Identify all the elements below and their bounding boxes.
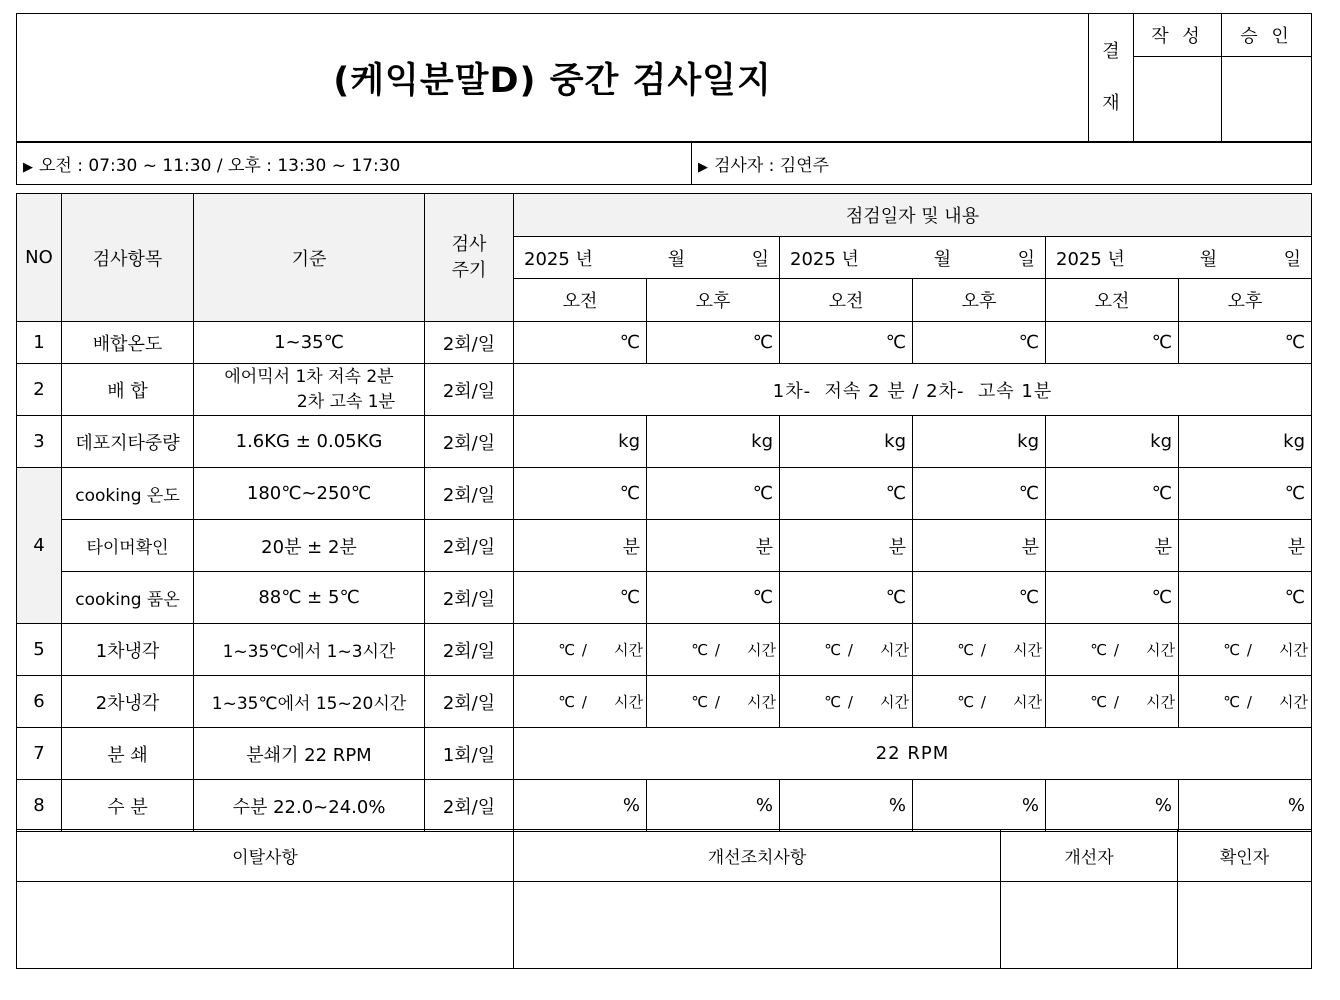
row-item: 1차냉각 bbox=[62, 624, 194, 676]
row-standard-line1: 에어믹서 1차 저속 2분 bbox=[224, 366, 394, 387]
entry-cell[interactable]: kg bbox=[780, 416, 913, 468]
row-item: 타이머확인 bbox=[62, 520, 194, 572]
row-standard: 1~35℃에서 15~20시간 bbox=[194, 676, 425, 728]
entry-cell[interactable]: kg bbox=[1179, 416, 1312, 468]
entry-cell[interactable]: ℃ / 시간 bbox=[913, 624, 1046, 676]
entry-cell[interactable]: ℃ / 시간 bbox=[1046, 676, 1179, 728]
row-standard: 분쇄기 22 RPM bbox=[194, 728, 425, 780]
entry-cell[interactable]: ℃ / 시간 bbox=[913, 676, 1046, 728]
deviation-field[interactable] bbox=[17, 882, 514, 969]
grinder-content[interactable]: 22 RPM bbox=[514, 728, 1312, 780]
row-cycle: 2회/일 bbox=[425, 520, 514, 572]
header-table bbox=[16, 13, 1312, 143]
corrective-field[interactable] bbox=[514, 882, 1001, 969]
day-label: 일 bbox=[751, 248, 769, 270]
confirmer-field[interactable] bbox=[1178, 882, 1312, 969]
table-row bbox=[17, 416, 1312, 468]
row-cycle: 1회/일 bbox=[425, 728, 514, 780]
table-row bbox=[17, 468, 1312, 520]
table-row bbox=[17, 780, 1312, 832]
row-no: 1 bbox=[17, 322, 62, 364]
row-item: cooking 품온 bbox=[62, 572, 194, 624]
entry-cell[interactable]: % bbox=[514, 780, 647, 832]
write-sign-box[interactable] bbox=[1134, 57, 1222, 143]
mixing-content[interactable]: 1차- 저속 2 분 / 2차- 고속 1분 bbox=[514, 364, 1312, 416]
deviation-table bbox=[16, 829, 1312, 969]
entry-cell[interactable]: ℃ bbox=[647, 572, 780, 624]
entry-cell[interactable]: kg bbox=[1046, 416, 1179, 468]
row-no: 3 bbox=[17, 416, 62, 468]
header-check: 점검일자 및 내용 bbox=[514, 194, 1312, 237]
month-label: 월 bbox=[1199, 248, 1218, 270]
row-cycle: 2회/일 bbox=[425, 322, 514, 364]
entry-cell[interactable]: ℃ bbox=[1046, 572, 1179, 624]
deviation-header: 이탈사항 bbox=[17, 830, 514, 882]
triangle-icon: ▶ bbox=[23, 159, 33, 175]
table-row bbox=[17, 364, 1312, 416]
approve-sign-box[interactable] bbox=[1222, 57, 1312, 143]
row-no: 4 bbox=[17, 468, 62, 624]
day-label: 일 bbox=[1017, 248, 1035, 270]
row-cycle: 2회/일 bbox=[425, 572, 514, 624]
document-title: (케익분말D) 중간 검사일지 bbox=[17, 14, 1089, 143]
row-cycle: 2회/일 bbox=[425, 416, 514, 468]
entry-cell[interactable]: kg bbox=[514, 416, 647, 468]
approve-label: 승 인 bbox=[1222, 14, 1312, 57]
entry-cell[interactable]: ℃ bbox=[913, 572, 1046, 624]
entry-cell[interactable]: % bbox=[1046, 780, 1179, 832]
entry-cell[interactable]: ℃ / 시간 bbox=[1179, 624, 1312, 676]
triangle-icon: ▶ bbox=[698, 159, 708, 175]
approval-label-bottom: 재 bbox=[1102, 93, 1120, 114]
year-label: 2025 년 bbox=[524, 248, 593, 270]
entry-cell[interactable]: 분 bbox=[913, 520, 1046, 572]
row-no: 6 bbox=[17, 676, 62, 728]
entry-cell[interactable]: ℃ / 시간 bbox=[1046, 624, 1179, 676]
row-item: 분 쇄 bbox=[62, 728, 194, 780]
row-standard: 수분 22.0~24.0% bbox=[194, 780, 425, 832]
entry-cell[interactable]: ℃ bbox=[1179, 572, 1312, 624]
entry-cell[interactable]: % bbox=[780, 780, 913, 832]
work-hours-text: 오전 : 07:30 ~ 11:30 / 오후 : 13:30 ~ 17:30 bbox=[39, 155, 401, 176]
row-standard: 1~35℃ bbox=[194, 322, 425, 364]
entry-cell[interactable]: 분 bbox=[514, 520, 647, 572]
am-header: 오전 bbox=[514, 279, 647, 322]
row-no: 2 bbox=[17, 364, 62, 416]
entry-cell[interactable]: ℃ bbox=[1179, 322, 1312, 364]
entry-cell[interactable]: 분 bbox=[1179, 520, 1312, 572]
write-label: 작 성 bbox=[1134, 14, 1222, 57]
entry-cell[interactable]: kg bbox=[913, 416, 1046, 468]
am-header: 오전 bbox=[780, 279, 913, 322]
entry-cell[interactable]: ℃ bbox=[913, 468, 1046, 520]
row-item: 2차냉각 bbox=[62, 676, 194, 728]
entry-cell[interactable]: ℃ bbox=[514, 572, 647, 624]
improver-header: 개선자 bbox=[1001, 830, 1178, 882]
entry-cell[interactable]: ℃ / 시간 bbox=[647, 676, 780, 728]
entry-cell[interactable]: kg bbox=[647, 416, 780, 468]
table-row bbox=[17, 728, 1312, 780]
row-cycle: 2회/일 bbox=[425, 624, 514, 676]
pm-header: 오후 bbox=[913, 279, 1046, 322]
entry-cell[interactable]: ℃ / 시간 bbox=[514, 676, 647, 728]
header-cycle bbox=[425, 194, 514, 322]
entry-cell[interactable]: ℃ bbox=[780, 572, 913, 624]
table-row bbox=[17, 624, 1312, 676]
year-label: 2025 년 bbox=[790, 248, 859, 270]
improver-field[interactable] bbox=[1001, 882, 1178, 969]
pm-header: 오후 bbox=[647, 279, 780, 322]
year-label: 2025 년 bbox=[1056, 248, 1125, 270]
confirmer-header: 확인자 bbox=[1178, 830, 1312, 882]
row-no: 8 bbox=[17, 780, 62, 832]
entry-cell[interactable]: ℃ bbox=[647, 322, 780, 364]
row-standard: 180℃~250℃ bbox=[194, 468, 425, 520]
header-no: NO bbox=[17, 194, 62, 322]
date-field-2[interactable] bbox=[780, 237, 1046, 279]
row-item: 배합온도 bbox=[62, 322, 194, 364]
header-standard: 기준 bbox=[194, 194, 425, 322]
table-row bbox=[17, 676, 1312, 728]
entry-cell[interactable]: ℃ bbox=[1046, 468, 1179, 520]
table-row bbox=[17, 572, 1312, 624]
row-standard-line2: 2차 고속 1분 bbox=[296, 391, 396, 412]
row-cycle: 2회/일 bbox=[425, 676, 514, 728]
row-standard bbox=[194, 364, 425, 416]
row-standard: 1.6KG ± 0.05KG bbox=[194, 416, 425, 468]
entry-cell[interactable]: ℃ bbox=[780, 322, 913, 364]
header-cycle-line2: 주기 bbox=[451, 259, 487, 281]
entry-cell[interactable]: ℃ / 시간 bbox=[647, 624, 780, 676]
entry-cell[interactable]: ℃ bbox=[913, 322, 1046, 364]
row-cycle: 2회/일 bbox=[425, 468, 514, 520]
entry-cell[interactable]: % bbox=[913, 780, 1046, 832]
entry-cell[interactable]: ℃ / 시간 bbox=[514, 624, 647, 676]
entry-cell[interactable]: ℃ bbox=[647, 468, 780, 520]
inspector bbox=[692, 142, 1312, 185]
entry-cell[interactable]: ℃ / 시간 bbox=[780, 624, 913, 676]
date-field-3[interactable] bbox=[1046, 237, 1312, 279]
info-table bbox=[16, 141, 1312, 185]
inspection-table bbox=[16, 193, 1312, 832]
row-no: 5 bbox=[17, 624, 62, 676]
approval-label-top: 결 bbox=[1102, 41, 1120, 62]
entry-cell[interactable]: 분 bbox=[647, 520, 780, 572]
header-cycle-line1: 검사 bbox=[451, 233, 487, 255]
row-no: 7 bbox=[17, 728, 62, 780]
row-cycle: 2회/일 bbox=[425, 364, 514, 416]
row-cycle: 2회/일 bbox=[425, 780, 514, 832]
entry-cell[interactable]: ℃ bbox=[1179, 468, 1312, 520]
approval-label bbox=[1089, 14, 1134, 143]
row-item: 수 분 bbox=[62, 780, 194, 832]
entry-cell[interactable]: ℃ bbox=[514, 468, 647, 520]
entry-cell[interactable]: ℃ / 시간 bbox=[780, 676, 913, 728]
month-label: 월 bbox=[667, 248, 686, 270]
inspector-text: 검사자 : 김연주 bbox=[714, 155, 830, 176]
day-label: 일 bbox=[1283, 248, 1301, 270]
table-row bbox=[17, 322, 1312, 364]
entry-cell[interactable]: ℃ / 시간 bbox=[1179, 676, 1312, 728]
header-item: 검사항목 bbox=[62, 194, 194, 322]
am-header: 오전 bbox=[1046, 279, 1179, 322]
row-item: 데포지타중량 bbox=[62, 416, 194, 468]
entry-cell[interactable]: % bbox=[647, 780, 780, 832]
entry-cell[interactable]: ℃ bbox=[1046, 322, 1179, 364]
table-row bbox=[17, 520, 1312, 572]
date-field-1[interactable] bbox=[514, 237, 780, 279]
row-standard: 1~35℃에서 1~3시간 bbox=[194, 624, 425, 676]
row-standard: 20분 ± 2분 bbox=[194, 520, 425, 572]
entry-cell[interactable]: ℃ bbox=[514, 322, 647, 364]
row-standard: 88℃ ± 5℃ bbox=[194, 572, 425, 624]
entry-cell[interactable]: ℃ bbox=[780, 468, 913, 520]
work-hours bbox=[17, 142, 692, 185]
entry-cell[interactable]: 분 bbox=[780, 520, 913, 572]
month-label: 월 bbox=[933, 248, 952, 270]
pm-header: 오후 bbox=[1179, 279, 1312, 322]
entry-cell[interactable]: % bbox=[1179, 780, 1312, 832]
entry-cell[interactable]: 분 bbox=[1046, 520, 1179, 572]
corrective-header: 개선조치사항 bbox=[514, 830, 1001, 882]
row-item: 배 합 bbox=[62, 364, 194, 416]
row-item: cooking 온도 bbox=[62, 468, 194, 520]
